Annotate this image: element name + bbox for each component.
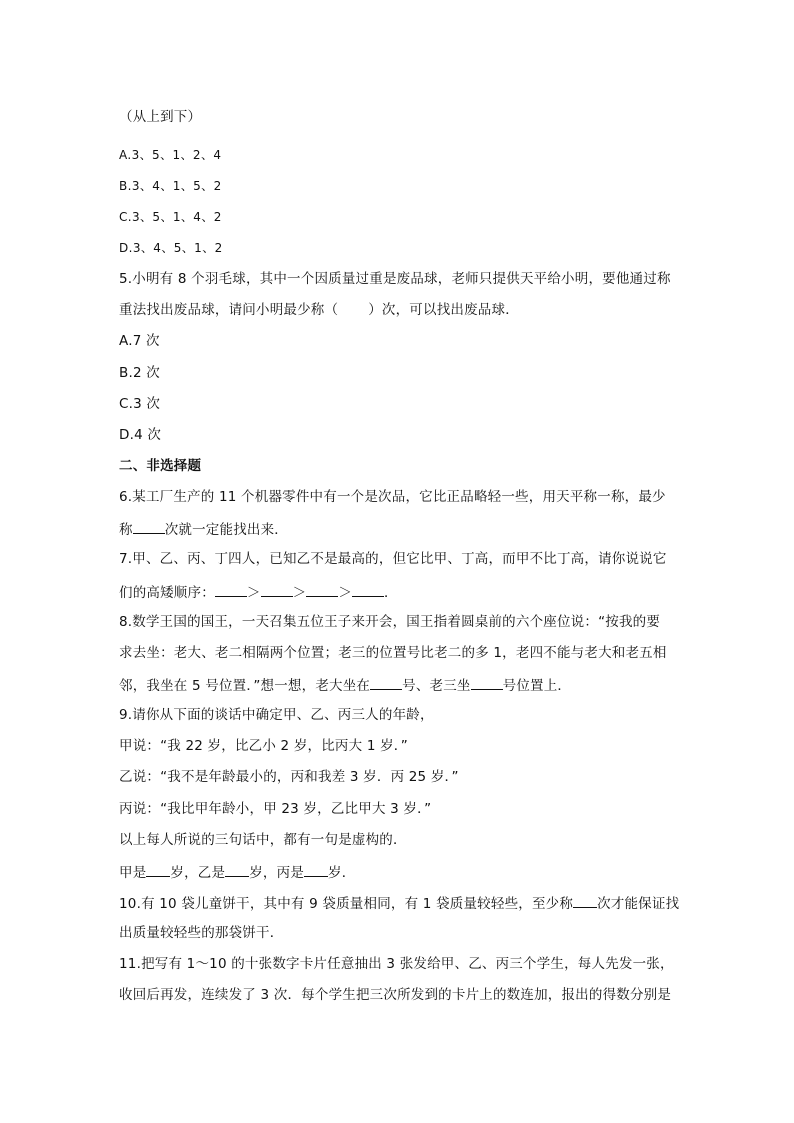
option-d: D.3、4、5、1、2 [119, 241, 223, 255]
question-9-note: 以上每人所说的三句话中，都有一句是虚构的． [119, 832, 407, 848]
option-b: B.2 次 [119, 365, 160, 381]
question-9-statement-yi: 乙说：“我不是年龄最小的，丙和我差 3 岁．丙 25 岁．” [119, 769, 459, 785]
question-8-line-3: 邻，我坐在 5 号位置．”想一想，老大坐在 号、老三坐 号位置上． [119, 675, 571, 695]
option-b: B.3、4、1、5、2 [119, 179, 222, 193]
section-heading: 二、非选择题 [119, 458, 202, 474]
option-c: C.3、5、1、4、2 [119, 210, 222, 224]
answer-blank [573, 893, 597, 908]
question-5-line-2: 重法找出废品球，请问小明最少称（ ）次，可以找出废品球． [119, 302, 519, 318]
question-8-line-1: 8.数学王国的国王，一天召集五位王子来开会，国王指着圆桌前的六个座位说：“按我的要 [119, 614, 661, 630]
question-6-line-2: 称 次就一定能找出来． [119, 519, 288, 539]
answer-blank [370, 675, 402, 690]
answer-blank [471, 675, 503, 690]
answer-blank [304, 862, 328, 877]
question-11-line-2: 收回后再发，连续发了 3 次．每个学生把三次所发到的卡片上的数连加，报出的得数分别是 [119, 987, 672, 1003]
question-9-statement-bing: 丙说：“我比甲年龄小，甲 23 岁，乙比甲大 3 岁．” [119, 801, 432, 817]
question-9-answer-line: 甲是 岁，乙是 岁，丙是 岁． [119, 862, 355, 882]
answer-blank [146, 862, 170, 877]
answer-blank [306, 582, 338, 597]
question-4-instruction: （从上到下） [119, 109, 202, 125]
option-a: A.7 次 [119, 333, 160, 349]
question-9-statement-jia: 甲说：“我 22 岁，比乙小 2 岁，比丙大 1 岁．” [119, 738, 408, 754]
question-7-line-2: 们的高矮顺序： ＞ ＞ ＞ ． [119, 582, 398, 602]
question-8-line-2: 求去坐：老大、老二相隔两个位置；老三的位置号比老二的多 1，老四不能与老大和老五相 [119, 645, 667, 661]
question-5-line-1: 5.小明有 8 个羽毛球，其中一个因质量过重是废品球，老师只提供天平给小明，要他通过称 [119, 271, 671, 287]
answer-blank [225, 862, 249, 877]
question-10-line-1: 10.有 10 袋儿童饼干，其中有 9 袋质量相同，有 1 袋质量较轻些，至少称 次才能保证找 [119, 893, 679, 913]
answer-blank [261, 582, 293, 597]
option-d: D.4 次 [119, 427, 162, 443]
question-7-line-1: 7.甲、乙、丙、丁四人，已知乙不是最高的，但它比甲、丁高，而甲不比丁高，请你说说它 [119, 551, 667, 567]
question-6-line-1: 6.某工厂生产的 11 个机器零件中有一个是次品，它比正品略轻一些，用天平称一称，最少 [119, 489, 666, 505]
answer-blank [352, 582, 384, 597]
question-10-line-2: 出质量较轻些的那袋饼干． [119, 925, 284, 941]
question-9-line-1: 9.请你从下面的谈话中确定甲、乙、丙三人的年龄， [119, 707, 434, 723]
option-c: C.3 次 [119, 396, 161, 412]
answer-blank [133, 519, 165, 534]
question-11-line-1: 11.把写有 1～10 的十张数字卡片任意抽出 3 张发给甲、乙、丙三个学生，每人先发一张， [119, 956, 674, 972]
option-a: A.3、5、1、2、4 [119, 148, 222, 162]
answer-blank [215, 582, 247, 597]
